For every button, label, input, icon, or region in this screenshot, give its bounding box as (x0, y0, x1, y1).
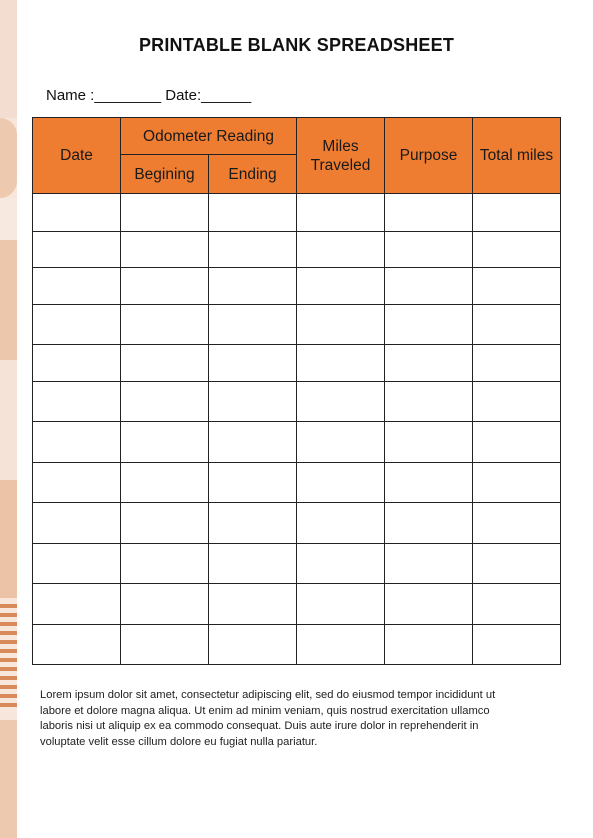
table-cell[interactable] (209, 232, 297, 268)
header-beginning: Begining (121, 155, 209, 194)
table-cell[interactable] (121, 503, 209, 544)
table-cell[interactable] (297, 503, 385, 544)
lorem-note: Lorem ipsum dolor sit amet, consectetur adipiscing elit, sed do eiusmod tempor incididunt ut labore et dolore magna aliqua. Ut enim ad minim veniam, quis nostrud exercitation ullamco laboris nisi ut aliquip ex ea commodo consequat. Duis aute irure dolor in reprehenderit in voluptate velit esse cillum dolore eu fugiat nulla pariatur. (40, 689, 496, 748)
table-cell[interactable] (121, 194, 209, 232)
table-cell[interactable] (209, 382, 297, 422)
table-cell[interactable] (473, 194, 561, 232)
table-cell[interactable] (209, 584, 297, 625)
table-cell[interactable] (473, 422, 561, 463)
stripe-pattern (0, 604, 17, 712)
table-cell[interactable] (209, 194, 297, 232)
table-cell[interactable] (209, 422, 297, 463)
table-cell[interactable] (121, 268, 209, 305)
table-cell[interactable] (209, 463, 297, 503)
table-cell[interactable] (473, 463, 561, 503)
table-cell[interactable] (297, 305, 385, 345)
table-row (33, 625, 561, 665)
table-cell[interactable] (473, 268, 561, 305)
table-cell[interactable] (473, 544, 561, 584)
table-cell[interactable] (297, 422, 385, 463)
header-date: Date (33, 118, 121, 194)
header-odometer-reading: Odometer Reading (121, 118, 297, 155)
table-cell[interactable] (385, 268, 473, 305)
table-cell[interactable] (385, 625, 473, 665)
table-cell[interactable] (33, 194, 121, 232)
table-cell[interactable] (297, 232, 385, 268)
table-cell[interactable] (33, 503, 121, 544)
page-title: PRINTABLE BLANK SPREADSHEET (138, 35, 455, 55)
table-cell[interactable] (121, 625, 209, 665)
table-cell[interactable] (385, 345, 473, 382)
table-cell[interactable] (385, 463, 473, 503)
table-cell[interactable] (209, 503, 297, 544)
table-cell[interactable] (121, 382, 209, 422)
table-row (33, 503, 561, 544)
header-miles-traveled: Miles Traveled (297, 118, 385, 194)
table-cell[interactable] (33, 584, 121, 625)
table-cell[interactable] (209, 544, 297, 584)
header-total-miles: Total miles (473, 118, 561, 194)
table-cell[interactable] (473, 345, 561, 382)
table-cell[interactable] (33, 268, 121, 305)
table-cell[interactable] (473, 232, 561, 268)
table-cell[interactable] (209, 268, 297, 305)
table-cell[interactable] (121, 463, 209, 503)
table-cell[interactable] (121, 232, 209, 268)
table-row (33, 268, 561, 305)
table-cell[interactable] (33, 305, 121, 345)
table-cell[interactable] (297, 625, 385, 665)
table-row (33, 584, 561, 625)
table-cell[interactable] (33, 232, 121, 268)
table-cell[interactable] (121, 422, 209, 463)
table-cell[interactable] (121, 345, 209, 382)
table-cell[interactable] (385, 194, 473, 232)
table-cell[interactable] (33, 625, 121, 665)
header-ending: Ending (209, 155, 297, 194)
table-row (33, 194, 561, 232)
table-cell[interactable] (385, 503, 473, 544)
table-cell[interactable] (297, 382, 385, 422)
mileage-table (32, 117, 561, 665)
table-cell[interactable] (473, 305, 561, 345)
table-cell[interactable] (385, 232, 473, 268)
table-cell[interactable] (385, 584, 473, 625)
table-row (33, 382, 561, 422)
header-purpose: Purpose (385, 118, 473, 194)
table-cell[interactable] (385, 305, 473, 345)
decorative-side-strip (0, 0, 17, 838)
table-cell[interactable] (297, 268, 385, 305)
table-cell[interactable] (121, 544, 209, 584)
table-cell[interactable] (209, 345, 297, 382)
table-cell[interactable] (121, 584, 209, 625)
table-cell[interactable] (385, 382, 473, 422)
table-cell[interactable] (33, 345, 121, 382)
table-cell[interactable] (473, 503, 561, 544)
table-cell[interactable] (473, 382, 561, 422)
table-cell[interactable] (121, 305, 209, 345)
table-cell[interactable] (297, 345, 385, 382)
table-row (33, 232, 561, 268)
table-cell[interactable] (385, 422, 473, 463)
table-cell[interactable] (297, 194, 385, 232)
table-cell[interactable] (33, 544, 121, 584)
table-cell[interactable] (385, 544, 473, 584)
table-cell[interactable] (473, 625, 561, 665)
table-cell[interactable] (297, 584, 385, 625)
table-cell[interactable] (33, 422, 121, 463)
name-date-line: Name :________ Date:______ (46, 87, 252, 104)
table-cell[interactable] (209, 625, 297, 665)
table-row (33, 422, 561, 463)
table-row (33, 345, 561, 382)
table-cell[interactable] (33, 463, 121, 503)
table-cell[interactable] (209, 305, 297, 345)
table-cell[interactable] (473, 584, 561, 625)
table-row (33, 544, 561, 584)
table-cell[interactable] (297, 463, 385, 503)
table-cell[interactable] (33, 382, 121, 422)
table-row (33, 463, 561, 503)
table-cell[interactable] (297, 544, 385, 584)
table-row (33, 305, 561, 345)
